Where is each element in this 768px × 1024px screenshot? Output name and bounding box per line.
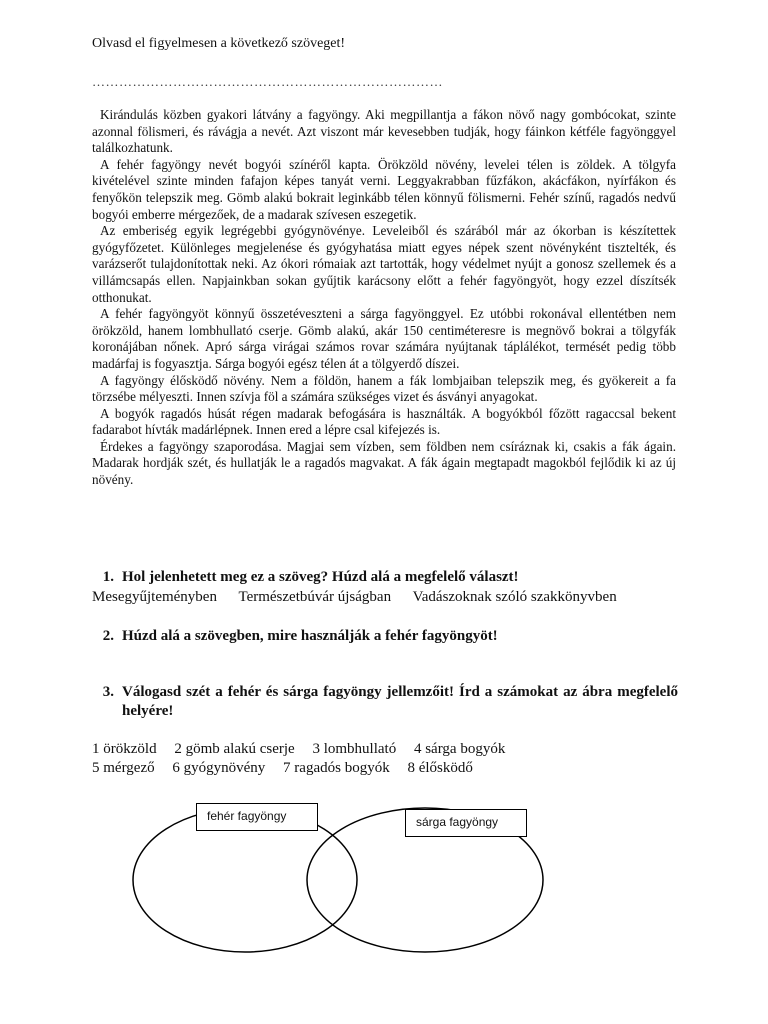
venn-label-white: fehér fagyöngy bbox=[196, 803, 318, 831]
task-3-question bbox=[88, 683, 678, 721]
characteristic-item: 8 élősködő bbox=[407, 760, 473, 776]
task-number: 3. bbox=[102, 684, 114, 700]
task-text: Húzd alá a szövegben, mire használják a fehér fagyöngyöt! bbox=[122, 628, 498, 644]
task-number: 1. bbox=[102, 569, 114, 585]
answer-option[interactable]: Mesegyűjteményben bbox=[92, 589, 217, 605]
task-2-question bbox=[88, 627, 678, 646]
task-text: Válogasd szét a fehér és sárga fagyöngy jellemzőit! Írd a számokat az ábra megfelelő helyére! bbox=[122, 684, 678, 719]
answer-option[interactable]: Természetbúvár újságban bbox=[238, 589, 392, 605]
characteristic-item: 3 lombhullató bbox=[312, 741, 397, 757]
characteristic-item: 7 ragadós bogyók bbox=[283, 760, 390, 776]
paragraph: A fehér fagyöngy nevét bogyói színéről kapta. Örökzöld növény, levelei télen is zöldek. A tölgyfa kivételével szinte minden fafajon képes tanyát verni. Leggyakrabban fűzfákon, akácfákon, nyírfákon és fenyőkön telepszik meg. Gömb alakú bokrait leginkább télen könnyű fölismerni. Fehér színű, ragadós nedvű bogyói emberre mérgezőek, de a madarak szívesen eszegetik. bbox=[92, 156, 676, 222]
paragraph: Érdekes a fagyöngy szaporodása. Magjai sem vízben, sem földben nem csíráznak ki, csakis a fák ágain. Madarak hordják szét, és hullatják le a ragadós magvakat. A fák ágain megtapadt magokból fejlődik ki az új növény. bbox=[92, 438, 676, 488]
characteristic-item: 6 gyógynövény bbox=[172, 760, 266, 776]
characteristics-list bbox=[92, 740, 678, 778]
paragraph: Az emberiség egyik legrégebbi gyógynövénye. Leveleiből és szárából már az ókorban is készítettek gyógyfőzetet. Különleges megjelenése és gyógyhatása miatt egyes népek szent növényként tisztelték, és varázserőt tulajdonítottak neki. Az ókori rómaiak azt tartották, hogy védelmet nyújt a gonosz szellemek és a villámcsapás ellen. Napjainkban sokan gyűjtik karácsony előtt a fehér fagyöngyöt, hogy ezzel díszítsék otthonukat. bbox=[92, 223, 676, 305]
task-1-options bbox=[92, 588, 678, 607]
answer-option[interactable]: Vadászoknak szóló szakkönyvben bbox=[412, 589, 617, 605]
task-1-question bbox=[88, 568, 678, 587]
paragraph: A fehér fagyöngyöt könnyű összetéveszteni a sárga fagyönggyel. Ez utóbbi rokonával ellentétben nem örökzöld, hanem lombhullató cserje. Gömb alakú, akár 150 centiméteresre is megnövő bokrai a tölgyfák koronájában nőnek. Apró sárga virágai számos rovar számára nyújtanak táplálékot, termését pedig több madárfaj is fogyasztja. Sárga bogyói egész télen át a tölgyerdő díszei. bbox=[92, 306, 676, 371]
task-number: 2. bbox=[102, 628, 114, 644]
paragraph: Kirándulás közben gyakori látvány a fagyöngy. Aki megpillantja a fákon növő nagy gombócokat, szinte azonnal fölismeri, és rávágja a nevét. Azt viszont már kevesebben tudják, hogy fáinkon kétféle fagyönggyel találkozhatunk. bbox=[92, 107, 676, 156]
dotted-answer-line: …………………………………………………………………… bbox=[92, 74, 443, 89]
venn-label-yellow: sárga fagyöngy bbox=[405, 809, 527, 837]
characteristic-item: 5 mérgező bbox=[92, 760, 155, 776]
reading-text bbox=[92, 107, 676, 489]
paragraph: A bogyók ragadós húsát régen madarak befogására is használták. A bogyókból főzött ragaccsal bekent fadarabot hívták madárlépnek. Innen ered a lépre csal kifejezés is. bbox=[92, 405, 676, 438]
paragraph: A fagyöngy élősködő növény. Nem a földön, hanem a fák lombjaiban telepszik meg, és gyökereit a fa törzsébe mélyeszti. Innen szívja föl a számára szükséges vizet és ásványi anyagokat. bbox=[92, 372, 676, 405]
characteristic-item: 4 sárga bogyók bbox=[413, 741, 506, 757]
task-text: Hol jelenhetett meg ez a szöveg? Húzd alá a megfelelő választ! bbox=[122, 569, 519, 585]
venn-diagram bbox=[120, 795, 620, 955]
characteristic-item: 2 gömb alakú cserje bbox=[174, 741, 295, 757]
instruction-text: Olvasd el figyelmesen a következő szöveget! bbox=[92, 36, 346, 51]
characteristic-item: 1 örökzöld bbox=[92, 741, 157, 757]
